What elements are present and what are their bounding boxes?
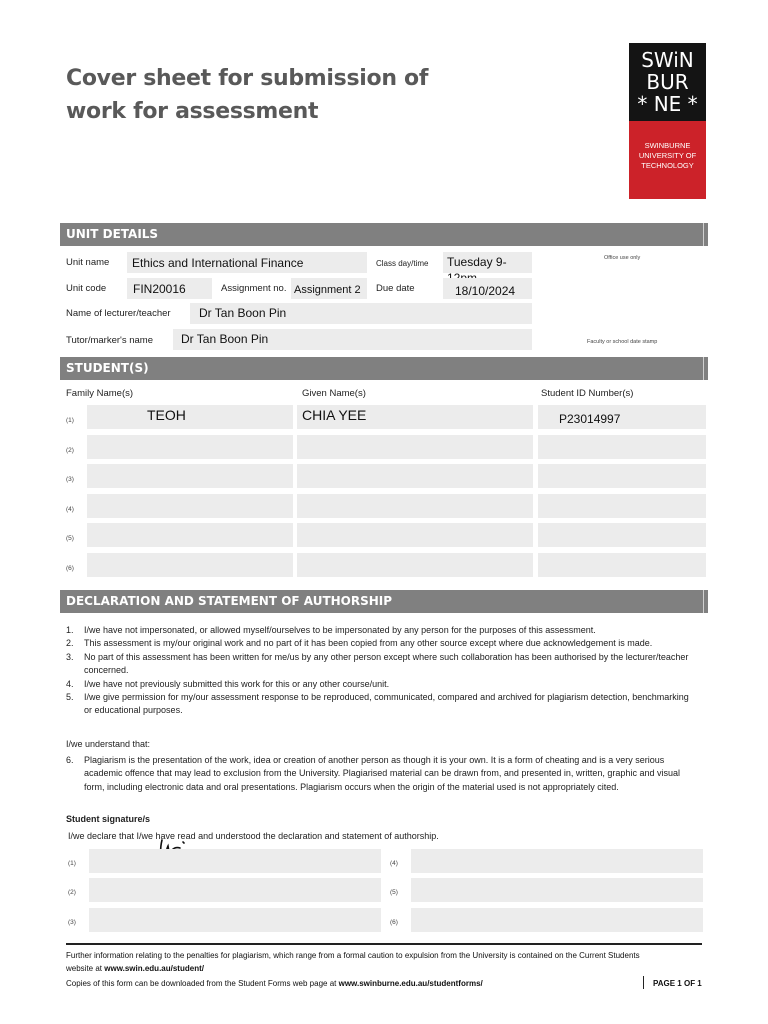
- student-id-field[interactable]: [538, 523, 706, 547]
- tutor-value: Dr Tan Boon Pin: [181, 332, 269, 346]
- student-id-header: Student ID Number(s): [541, 388, 634, 399]
- signature-row-number: (2): [68, 889, 76, 896]
- student-website-link[interactable]: www.swin.edu.au/student/: [104, 964, 204, 973]
- logo-line-2: BUR: [646, 70, 689, 94]
- student-id-field[interactable]: [538, 435, 706, 459]
- declaration-item-text: I/we give permission for my/our assessment response to be reproduced, communicated, compared and archived for plagiarism detection, benchmarking or educational purposes.: [84, 692, 689, 716]
- signature-row-number: (4): [390, 860, 398, 867]
- class-day-time-value: Tuesday 9-: [447, 255, 507, 269]
- date-stamp-label: Faculty or school date stamp: [587, 339, 658, 345]
- page-title: [66, 62, 466, 128]
- given-name-field[interactable]: [297, 435, 533, 459]
- declaration-item-text: I/we have not previously submitted this work for this or any other course/unit.: [84, 678, 390, 689]
- declaration-item-number: 3.: [66, 651, 74, 662]
- signature-row-number: (5): [390, 889, 398, 896]
- declaration-item-6: [66, 754, 696, 794]
- student-id-field[interactable]: [538, 494, 706, 518]
- declaration-item: [66, 678, 696, 691]
- declaration-item-number: 4.: [66, 678, 74, 689]
- due-date-value: 18/10/2024: [455, 284, 516, 298]
- unit-code-field[interactable]: [127, 278, 212, 299]
- signature-row-number: (6): [390, 919, 398, 926]
- student-id-field[interactable]: [538, 553, 706, 577]
- signature-field[interactable]: [89, 849, 381, 873]
- family-name-field[interactable]: [87, 435, 293, 459]
- unit-code-label: Unit code: [66, 283, 107, 294]
- signature-field[interactable]: [411, 849, 703, 873]
- lecturer-label: Name of lecturer/teacher: [66, 308, 171, 319]
- given-name-field[interactable]: [297, 464, 533, 488]
- footer-line-1: Further information relating to the penalties for plagiarism, which range from a formal caution to expulsion from the University is contained on the Current Students: [66, 951, 640, 960]
- declaration-item-number: 5.: [66, 692, 74, 703]
- lecturer-value: Dr Tan Boon Pin: [199, 306, 287, 320]
- due-date-field[interactable]: [443, 278, 532, 299]
- footer-divider: [66, 943, 702, 945]
- signature-field[interactable]: [411, 908, 703, 932]
- logo-university-name: [629, 121, 706, 199]
- assignment-no-value: Assignment 2: [294, 284, 361, 296]
- logo-uni-line-1: SWINBURNE: [644, 141, 691, 150]
- declaration-item-text: I/we have not impersonated, or allowed myself/ourselves to be impersonated by any person for the purposes of this assessment.: [84, 625, 596, 635]
- signature-row-number: (3): [68, 919, 76, 926]
- signature-field[interactable]: [89, 908, 381, 932]
- students-heading: STUDENT(S): [60, 357, 708, 380]
- family-name-field[interactable]: [87, 494, 293, 518]
- student-id-field[interactable]: [538, 405, 706, 429]
- given-name-field[interactable]: [297, 405, 533, 429]
- item-6-number: 6.: [66, 755, 74, 765]
- logo-line-1: SWiN: [641, 48, 694, 72]
- footer-line-3-text: Copies of this form can be downloaded from the Student Forms web page at: [66, 979, 339, 988]
- student-forms-link[interactable]: www.swinburne.edu.au/studentforms/: [338, 979, 483, 988]
- declaration-item-text: No part of this assessment has been written for me/us by any other person except where such collaboration has been authorised by the lecturer/teacher concerned.: [84, 651, 689, 676]
- declaration-list: [66, 624, 696, 718]
- tutor-field[interactable]: [173, 329, 532, 350]
- logo-uni-line-2: UNIVERSITY OF: [638, 151, 697, 160]
- unit-name-value: Ethics and International Finance: [132, 256, 304, 270]
- signature-field[interactable]: [89, 878, 381, 902]
- given-name-field[interactable]: [297, 553, 533, 577]
- declaration-item-text: This assessment is my/our original work and no part of it has been copied from any other source except where due acknowledgement is made.: [84, 638, 653, 649]
- signature-statement: I/we declare that I/we have read and understood the declaration and statement of authorship.: [68, 831, 439, 841]
- class-day-time-field[interactable]: [443, 252, 532, 273]
- family-name-value: TEOH: [147, 407, 186, 423]
- declaration-heading: DECLARATION AND STATEMENT OF AUTHORSHIP: [60, 590, 708, 613]
- assignment-no-field[interactable]: [291, 278, 367, 299]
- due-date-label: Due date: [376, 283, 415, 294]
- tutor-label: Tutor/marker's name: [66, 335, 153, 346]
- declaration-item: [66, 637, 696, 650]
- title-line-2: work for assessment: [66, 99, 319, 124]
- student-id-value: P23014997: [559, 412, 621, 426]
- understand-label: I/we understand that:: [66, 739, 151, 749]
- logo-wordmark: [629, 43, 706, 121]
- swinburne-logo: [629, 43, 706, 199]
- family-name-field[interactable]: [87, 464, 293, 488]
- family-name-header: Family Name(s): [66, 388, 134, 399]
- signature-row-number: (1): [68, 860, 76, 867]
- given-name-field[interactable]: [297, 523, 533, 547]
- unit-name-field[interactable]: [127, 252, 367, 273]
- page-number: PAGE 1 OF 1: [653, 979, 702, 988]
- student-row-number: (4): [66, 506, 74, 513]
- assignment-no-label: Assignment no.: [221, 283, 287, 294]
- class-day-time-label: Class day/time: [376, 259, 429, 268]
- footer-line-2-text: website at: [66, 964, 105, 973]
- student-id-field[interactable]: [538, 464, 706, 488]
- declaration-item: [66, 624, 696, 637]
- declaration-item: [66, 691, 696, 718]
- title-line-1: Cover sheet for submission of: [66, 66, 429, 91]
- declaration-item-number: 2.: [66, 638, 74, 649]
- unit-details-heading: UNIT DETAILS: [60, 223, 708, 246]
- logo-line-3: * NE *: [637, 92, 698, 116]
- student-row-number: (1): [66, 417, 74, 424]
- given-name-value: CHIA YEE: [302, 407, 367, 423]
- lecturer-field[interactable]: [190, 303, 532, 324]
- family-name-field[interactable]: [87, 553, 293, 577]
- family-name-field[interactable]: [87, 405, 293, 429]
- declaration-item-number: 1.: [66, 625, 74, 635]
- student-row-number: (5): [66, 535, 74, 542]
- unit-code-value: FIN20016: [133, 282, 186, 296]
- student-row-number: (6): [66, 565, 74, 572]
- signature-heading: Student signature/s: [66, 814, 151, 824]
- given-name-field[interactable]: [297, 494, 533, 518]
- footer-plagiarism-info: [66, 949, 706, 975]
- office-use-label: Office use only: [604, 255, 641, 261]
- given-name-header: Given Name(s): [302, 388, 366, 399]
- signature-field[interactable]: [411, 878, 703, 902]
- family-name-field[interactable]: [87, 523, 293, 547]
- item-6-text: Plagiarism is the presentation of the work, idea or creation of another person as though it is your own. It is a form of cheating and is a very serious academic offence that may lead to exclusion from the University. Plagiarised material can be drawn from, and presented in, written, graphic and visual form, including electronic data and oral presentations. Plagiarism occurs when the origin of the material used is not appropriately cited.: [84, 755, 680, 792]
- footer-line-2: [66, 962, 706, 975]
- page-number-divider: [643, 976, 644, 989]
- declaration-item: [66, 651, 696, 678]
- student-row-number: (3): [66, 476, 74, 483]
- footer-forms-info: [66, 977, 483, 990]
- logo-uni-line-3: TECHNOLOGY: [641, 161, 694, 170]
- unit-name-label: Unit name: [66, 257, 110, 268]
- student-row-number: (2): [66, 447, 74, 454]
